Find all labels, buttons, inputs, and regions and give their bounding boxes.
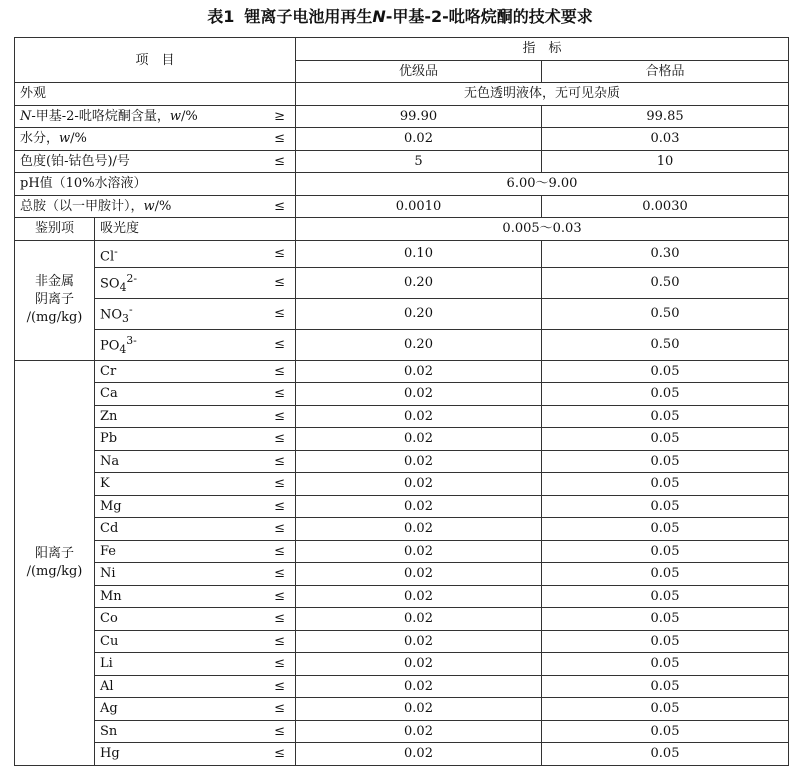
caption-text-after: -甲基-2-吡咯烷酮的技术要求 (385, 7, 593, 26)
content-label (15, 105, 245, 128)
cation-row (15, 630, 789, 653)
cation-name: K (95, 473, 245, 496)
cation-name: Mg (95, 495, 245, 518)
cation-row (15, 743, 789, 766)
anion-name (95, 298, 245, 329)
cation-row (15, 518, 789, 541)
anion-subscript: 3 (122, 311, 129, 325)
color-qualified: 10 (542, 150, 789, 173)
anion-base: Cl (100, 248, 115, 264)
cation-row (15, 698, 789, 721)
anion-row (15, 267, 789, 298)
cation-symbol: ≤ (245, 630, 296, 653)
cation-premium: 0.02 (296, 675, 542, 698)
cation-premium: 0.02 (296, 585, 542, 608)
cation-row (15, 450, 789, 473)
row-amine (15, 195, 789, 218)
cation-row (15, 540, 789, 563)
header-indicator: 指 标 (296, 38, 789, 61)
water-unit: /% (70, 131, 87, 147)
cation-qualified: 0.05 (542, 743, 789, 766)
cation-premium: 0.02 (296, 428, 542, 451)
anion-premium: 0.10 (296, 240, 542, 267)
cation-qualified: 0.05 (542, 495, 789, 518)
anion-symbol: ≤ (245, 267, 296, 298)
cation-row (15, 428, 789, 451)
anion-row (15, 240, 789, 267)
anion-qualified: 0.50 (542, 267, 789, 298)
cation-premium: 0.02 (296, 450, 542, 473)
cation-qualified: 0.05 (542, 585, 789, 608)
anion-name (95, 240, 245, 267)
cation-row (15, 653, 789, 676)
header-qualified: 合格品 (542, 60, 789, 83)
cation-qualified: 0.05 (542, 360, 789, 383)
cation-name: Ca (95, 383, 245, 406)
cation-row (15, 675, 789, 698)
cation-symbol: ≤ (245, 405, 296, 428)
ph-label: pH值（10%水溶液） (15, 173, 296, 196)
color-premium: 5 (296, 150, 542, 173)
cation-symbol: ≤ (245, 450, 296, 473)
cation-qualified: 0.05 (542, 653, 789, 676)
cation-premium: 0.02 (296, 495, 542, 518)
cation-row (15, 360, 789, 383)
cation-symbol: ≤ (245, 720, 296, 743)
cation-name: Cr (95, 360, 245, 383)
cation-symbol: ≤ (245, 540, 296, 563)
row-color (15, 150, 789, 173)
anion-subscript: 4 (119, 342, 127, 356)
cation-symbol: ≤ (245, 495, 296, 518)
water-label-text: 水分， (20, 131, 60, 147)
cation-symbol: ≤ (245, 473, 296, 496)
header-item: 项 目 (15, 38, 296, 83)
cation-name: Li (95, 653, 245, 676)
anion-symbol: ≤ (245, 298, 296, 329)
cation-qualified: 0.05 (542, 383, 789, 406)
anion-base: PO (100, 338, 120, 353)
cation-symbol: ≤ (245, 608, 296, 631)
anion-subscript: 4 (119, 280, 127, 294)
anion-qualified: 0.50 (542, 329, 789, 360)
cation-name: Sn (95, 720, 245, 743)
ph-value: 6.00～9.00 (296, 173, 789, 196)
anion-premium: 0.20 (296, 329, 542, 360)
anion-group-label (15, 240, 95, 360)
cation-premium: 0.02 (296, 360, 542, 383)
cation-symbol: ≤ (245, 743, 296, 766)
cation-symbol: ≤ (245, 653, 296, 676)
cation-premium: 0.02 (296, 518, 542, 541)
anion-superscript: 3- (126, 333, 137, 347)
anion-symbol: ≤ (245, 240, 296, 267)
amine-unit: /% (154, 198, 172, 214)
anion-group-label-line: 阴离子 (34, 292, 74, 308)
anion-premium: 0.20 (296, 267, 542, 298)
cation-name: Al (95, 675, 245, 698)
water-label (15, 128, 245, 151)
cation-premium: 0.02 (296, 383, 542, 406)
cation-qualified: 0.05 (542, 563, 789, 586)
content-symbol: ≥ (245, 105, 296, 128)
anion-qualified: 0.30 (542, 240, 789, 267)
anion-name (95, 329, 245, 360)
cation-name: Cu (95, 630, 245, 653)
anion-base: SO (100, 276, 120, 292)
amine-label-text: 总胺（以一甲胺计）， (20, 198, 144, 214)
identification-value: 0.005～0.03 (296, 218, 789, 241)
cation-name: Mn (95, 585, 245, 608)
cation-row (15, 495, 789, 518)
cation-symbol: ≤ (245, 428, 296, 451)
content-label-text: -甲基-2-吡咯烷酮含量， (31, 108, 170, 124)
anion-superscript: - (114, 244, 118, 258)
cation-group-label (15, 360, 95, 765)
cation-name: Pb (95, 428, 245, 451)
cation-qualified: 0.05 (542, 405, 789, 428)
spec-table (14, 37, 789, 766)
anion-row (15, 329, 789, 360)
amine-label (15, 195, 245, 218)
identification-sublabel: 吸光度 (95, 218, 296, 241)
appearance-value: 无色透明液体，无可见杂质 (296, 83, 789, 106)
identification-label: 鉴别项 (15, 218, 95, 241)
anion-name (95, 267, 245, 298)
water-premium: 0.02 (296, 128, 542, 151)
cation-symbol: ≤ (245, 383, 296, 406)
cation-qualified: 0.05 (542, 720, 789, 743)
row-ph (15, 173, 789, 196)
cation-qualified: 0.05 (542, 630, 789, 653)
cation-premium: 0.02 (296, 405, 542, 428)
content-unit-italic: w (169, 108, 181, 124)
cation-name: Na (95, 450, 245, 473)
cation-premium: 0.02 (296, 698, 542, 721)
row-identification (15, 218, 789, 241)
cation-row (15, 473, 789, 496)
cation-qualified: 0.05 (542, 608, 789, 631)
row-appearance (15, 83, 789, 106)
cation-name: Cd (95, 518, 245, 541)
cation-qualified: 0.05 (542, 698, 789, 721)
cation-premium: 0.02 (296, 563, 542, 586)
row-water (15, 128, 789, 151)
anion-premium: 0.20 (296, 298, 542, 329)
water-unit-italic: w (59, 131, 71, 147)
anion-group-label-line: 非金属 (34, 274, 74, 290)
color-label: 色度(铂-钴色号)/号 (15, 150, 245, 173)
caption-text-before: 锂离子电池用再生 (244, 7, 373, 26)
cation-qualified: 0.05 (542, 540, 789, 563)
cation-premium: 0.02 (296, 540, 542, 563)
cation-qualified: 0.05 (542, 428, 789, 451)
cation-row (15, 585, 789, 608)
anion-base: NO (100, 307, 123, 323)
cation-row (15, 563, 789, 586)
header-row-1 (15, 38, 789, 61)
cation-name: Fe (95, 540, 245, 563)
amine-symbol: ≤ (245, 195, 296, 218)
content-italic-n: N (20, 108, 32, 124)
anion-group-label-line: /(mg/kg) (26, 310, 83, 326)
cation-premium: 0.02 (296, 653, 542, 676)
anion-row (15, 298, 789, 329)
content-qualified: 99.85 (542, 105, 789, 128)
amine-unit-italic: w (143, 198, 155, 214)
water-qualified: 0.03 (542, 128, 789, 151)
anion-superscript: - (128, 302, 133, 316)
row-content (15, 105, 789, 128)
cation-symbol: ≤ (245, 675, 296, 698)
cation-name: Ag (95, 698, 245, 721)
cation-group-label-line: /(mg/kg) (26, 563, 83, 579)
caption-italic-n: N (372, 7, 386, 26)
content-premium: 99.90 (296, 105, 542, 128)
cation-name: Hg (95, 743, 245, 766)
cation-symbol: ≤ (245, 563, 296, 586)
cation-premium: 0.02 (296, 743, 542, 766)
cation-qualified: 0.05 (542, 675, 789, 698)
cation-row (15, 383, 789, 406)
table-caption (0, 4, 800, 30)
cation-symbol: ≤ (245, 698, 296, 721)
cation-symbol: ≤ (245, 360, 296, 383)
color-symbol: ≤ (245, 150, 296, 173)
amine-premium: 0.0010 (296, 195, 542, 218)
cation-premium: 0.02 (296, 608, 542, 631)
cation-row (15, 720, 789, 743)
cation-row (15, 405, 789, 428)
cation-premium: 0.02 (296, 473, 542, 496)
anion-symbol: ≤ (245, 329, 296, 360)
cation-name: Co (95, 608, 245, 631)
cation-qualified: 0.05 (542, 518, 789, 541)
cation-premium: 0.02 (296, 720, 542, 743)
amine-qualified: 0.0030 (542, 195, 789, 218)
cation-name: Ni (95, 563, 245, 586)
cation-symbol: ≤ (245, 518, 296, 541)
cation-premium: 0.02 (296, 630, 542, 653)
table-number: 表1 (207, 7, 235, 26)
appearance-label: 外观 (15, 83, 296, 106)
anion-qualified: 0.50 (542, 298, 789, 329)
anion-superscript: 2- (126, 271, 138, 285)
header-premium: 优级品 (296, 60, 542, 83)
cation-qualified: 0.05 (542, 450, 789, 473)
cation-row (15, 608, 789, 631)
content-unit: /% (180, 108, 198, 124)
cation-symbol: ≤ (245, 585, 296, 608)
cation-name: Zn (95, 405, 245, 428)
cation-qualified: 0.05 (542, 473, 789, 496)
water-symbol: ≤ (245, 128, 296, 151)
cation-group-label-line: 阳离子 (34, 545, 74, 561)
